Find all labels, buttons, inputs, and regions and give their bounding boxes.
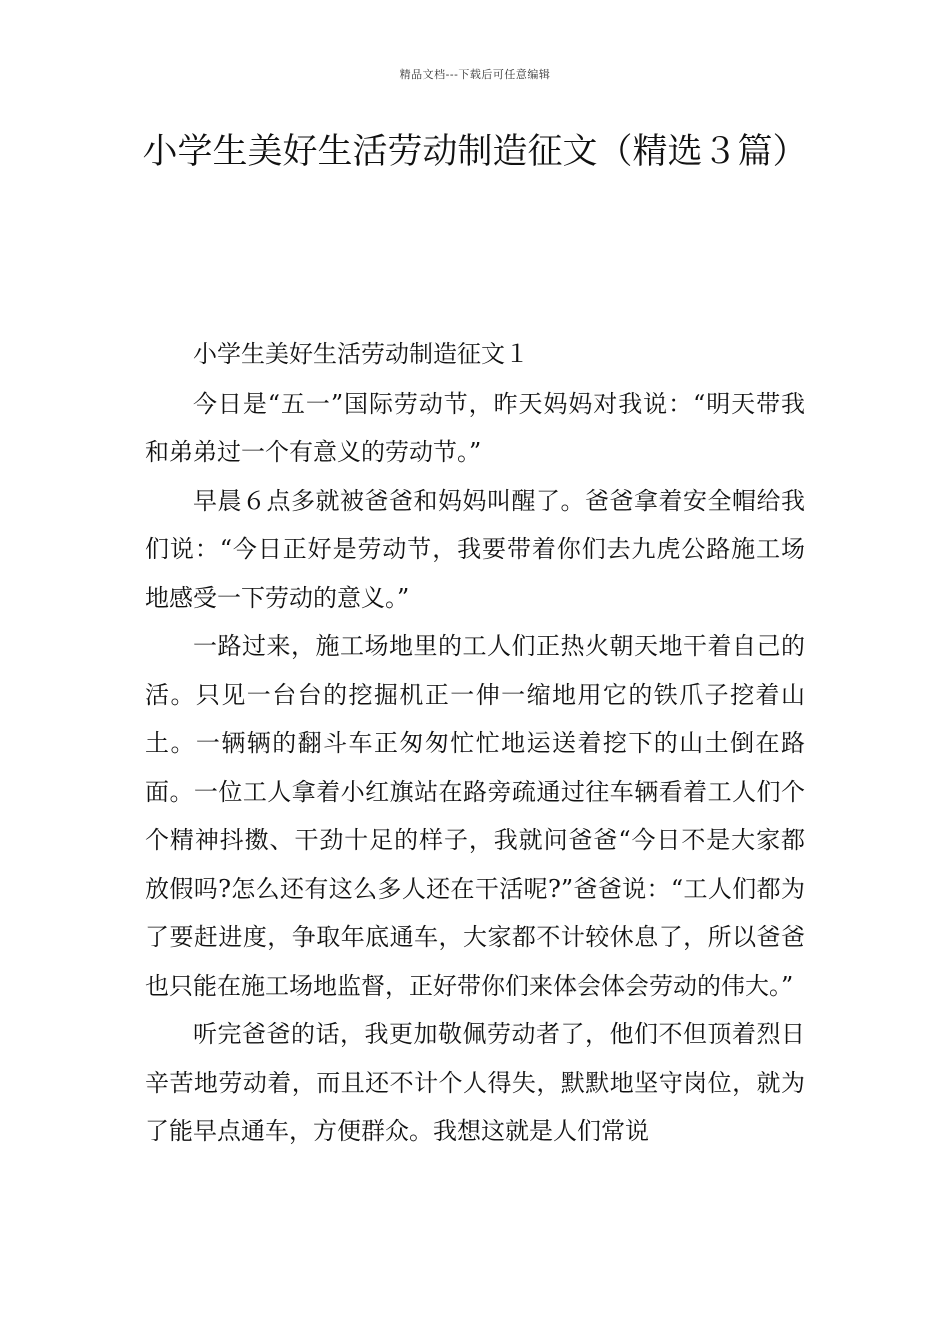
section-heading: 小学生美好生活劳动制造征文１ [193,340,529,368]
paragraph: 早晨６点多就被爸爸和妈妈叫醒了。爸爸拿着安全帽给我们说：“今日正好是劳动节，我要带着你们去九虎公路施工场地感受一下劳动的意义。” [145,486,805,612]
document-title: 小学生美好生活劳动制造征文（精选３篇） [142,132,808,172]
paragraph: 听完爸爸的话，我更加敬佩劳动者了，他们不但顶着烈日辛苦地劳动着，而且还不计个人得失，默默地坚守岗位，就为了能早点通车，方便群众。我想这就是人们常说 [145,1020,805,1145]
document-body [145,330,805,1156]
paragraph: 一路过来，施工场地里的工人们正热火朝天地干着自己的活。只见一台台的挖掘机正一伸一缩地用它的铁爪子挖着山土。一辆辆的翻斗车正匆匆忙忙地运送着挖下的山土倒在路面。一位工人拿着小红旗站在路旁疏通过往车辆看着工人们个个精神抖擞、干劲十足的样子，我就问爸爸“今日不是大家都放假吗?怎么还有这么多人还在干活呢?”爸爸说：“工人们都为了要赶进度，争取年底通车，大家都不计较休息了，所以爸爸也只能在施工场地监督，正好带你们来体会体会劳动的伟大。” [145,632,805,1000]
header-note: 精品文档---下载后可任意编辑 [399,68,551,81]
paragraph: 今日是“五一”国际劳动节，昨天妈妈对我说：“明天带我和弟弟过一个有意义的劳动节。” [145,389,805,466]
